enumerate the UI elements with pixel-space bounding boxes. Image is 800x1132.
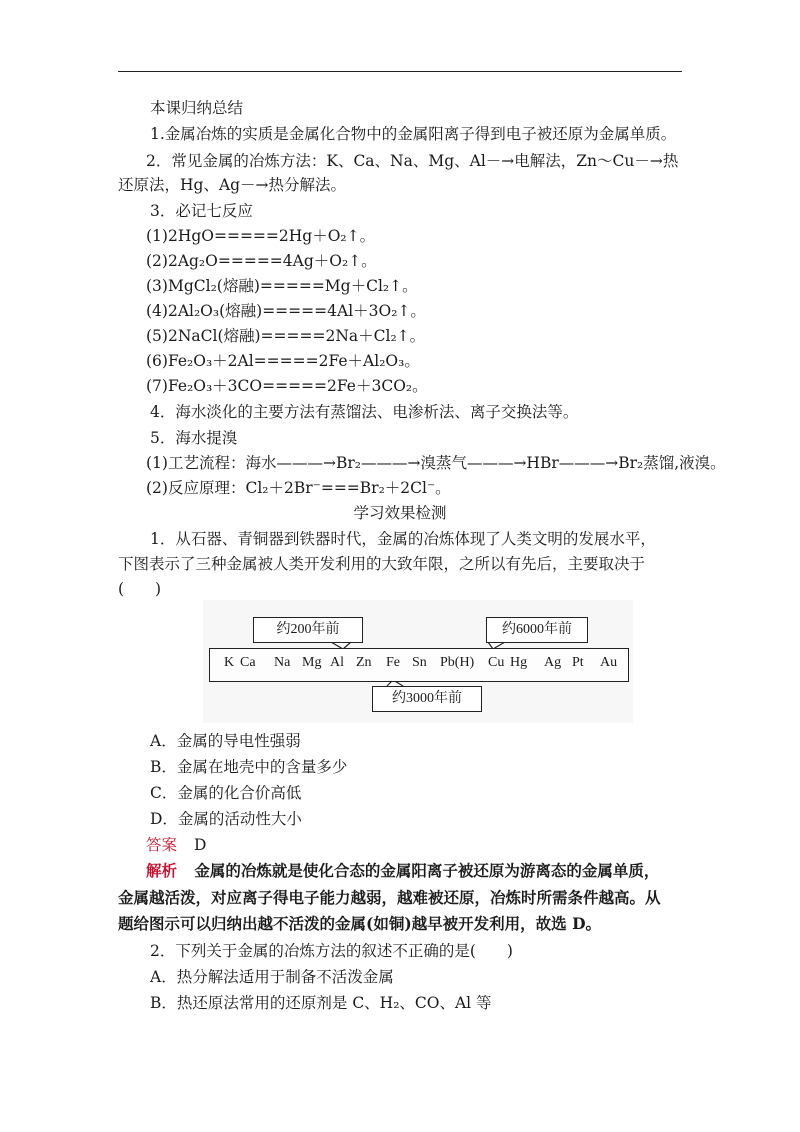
question-1-line-1: 1．从石器、青铜器到铁器时代，金属的冶炼体现了人类文明的发展水平， (150, 530, 656, 548)
metal-hg: Hg (510, 655, 528, 670)
metal-sn: Sn (412, 655, 427, 670)
answer-line (146, 835, 206, 855)
question-1-line-2: 下图表示了三种金属被人类开发利用的大致年限，之所以有先后，主要取决于 (118, 555, 646, 573)
metal-fe: Fe (386, 655, 400, 670)
reaction-3: (3)MgCl₂(熔融)=====Mg＋Cl₂↑。 (146, 277, 418, 295)
summary-point-3: 3．必记七反应 (150, 202, 253, 220)
analysis-line-3: 题给图示可以归纳出越不活泼的金属(如铜)越早被开发利用，故选 D。 (118, 914, 602, 933)
answer-value: D (193, 836, 207, 854)
question-1-blank: ( ) (118, 580, 162, 598)
reaction-5: (5)2NaCl(熔融)=====2Na＋Cl₂↑。 (146, 327, 426, 345)
bromine-process-flow: (1)工艺流程：海水———→Br₂———→溴蒸气———→HBr———→Br₂蒸馏,液溴。 (146, 454, 726, 472)
metal-cu: Cu (488, 655, 505, 670)
summary-point-5: 5．海水提溴 (150, 429, 238, 447)
reaction-1: (1)2HgO=====2Hg＋O₂↑。 (146, 227, 376, 245)
analysis-text-1: 金属的冶炼就是使化合态的金属阳离子被还原为游离态的金属单质， (194, 861, 660, 880)
option-c: C．金属的化合价高低 (150, 784, 302, 802)
summary-point-2-line-1: 2．常见金属的冶炼方法：K、Ca、Na、Mg、Al－→电解法，Zn～Cu－→热 (146, 152, 679, 170)
analysis-line-2: 金属越活泼，对应离子得电子能力越弱，越难被还原，冶炼时所需条件越高。从 (118, 888, 661, 907)
metal-ca: Ca (240, 655, 256, 670)
header-rule (118, 71, 682, 72)
q2-option-a: A．热分解法适用于制备不活泼金属 (150, 968, 394, 986)
option-a: A．金属的导电性强弱 (150, 732, 301, 750)
metal-pb-h: Pb(H) (440, 655, 475, 670)
metal-au: Au (600, 655, 618, 670)
callout-6000-years: 约6000年前 (486, 617, 588, 643)
analysis-line-1 (146, 861, 659, 881)
metal-na: Na (274, 655, 291, 670)
callout-200-years: 约200年前 (253, 617, 363, 643)
bromine-reaction-principle: (2)反应原理：Cl₂＋2Br⁻===Br₂＋2Cl⁻。 (146, 479, 451, 497)
reaction-2: (2)2Ag₂O=====4Ag＋O₂↑。 (146, 252, 377, 270)
metal-al: Al (330, 655, 344, 670)
metal-ag: Ag (544, 655, 562, 670)
reaction-4: (4)2Al₂O₃(熔融)=====4Al＋3O₂↑。 (146, 302, 426, 320)
reaction-6: (6)Fe₂O₃＋2Al=====2Fe＋Al₂O₃。 (146, 352, 420, 370)
reaction-7: (7)Fe₂O₃＋3CO=====2Fe＋3CO₂。 (146, 377, 428, 395)
metal-zn: Zn (356, 655, 372, 670)
metal-mg: Mg (302, 655, 322, 670)
summary-point-1: 1.金属冶炼的实质是金属化合物中的金属阳离子得到电子被还原为金属单质。 (150, 125, 677, 143)
option-d: D．金属的活动性大小 (150, 810, 302, 828)
test-heading: 学习效果检测 (353, 504, 447, 522)
summary-point-4: 4．海水淡化的主要方法有蒸馏法、电渗析法、离子交换法等。 (150, 403, 579, 421)
metal-activity-bar (209, 648, 629, 682)
summary-point-2-line-2: 还原法，Hg、Ag－→热分解法。 (118, 176, 347, 194)
metal-timeline-figure (203, 600, 633, 723)
question-2: 2．下列关于金属的冶炼方法的叙述不正确的是( ) (150, 942, 513, 960)
q2-option-b: B．热还原法常用的还原剂是 C、H₂、CO、Al 等 (150, 994, 492, 1012)
metal-pt: Pt (572, 655, 584, 670)
analysis-label: 解析 (146, 861, 178, 880)
option-b: B．金属在地壳中的含量多少 (150, 758, 348, 776)
summary-heading: 本课归纳总结 (150, 99, 244, 117)
metal-k: K (224, 655, 235, 670)
answer-label: 答案 (146, 836, 178, 854)
callout-3000-years: 约3000年前 (372, 686, 482, 712)
